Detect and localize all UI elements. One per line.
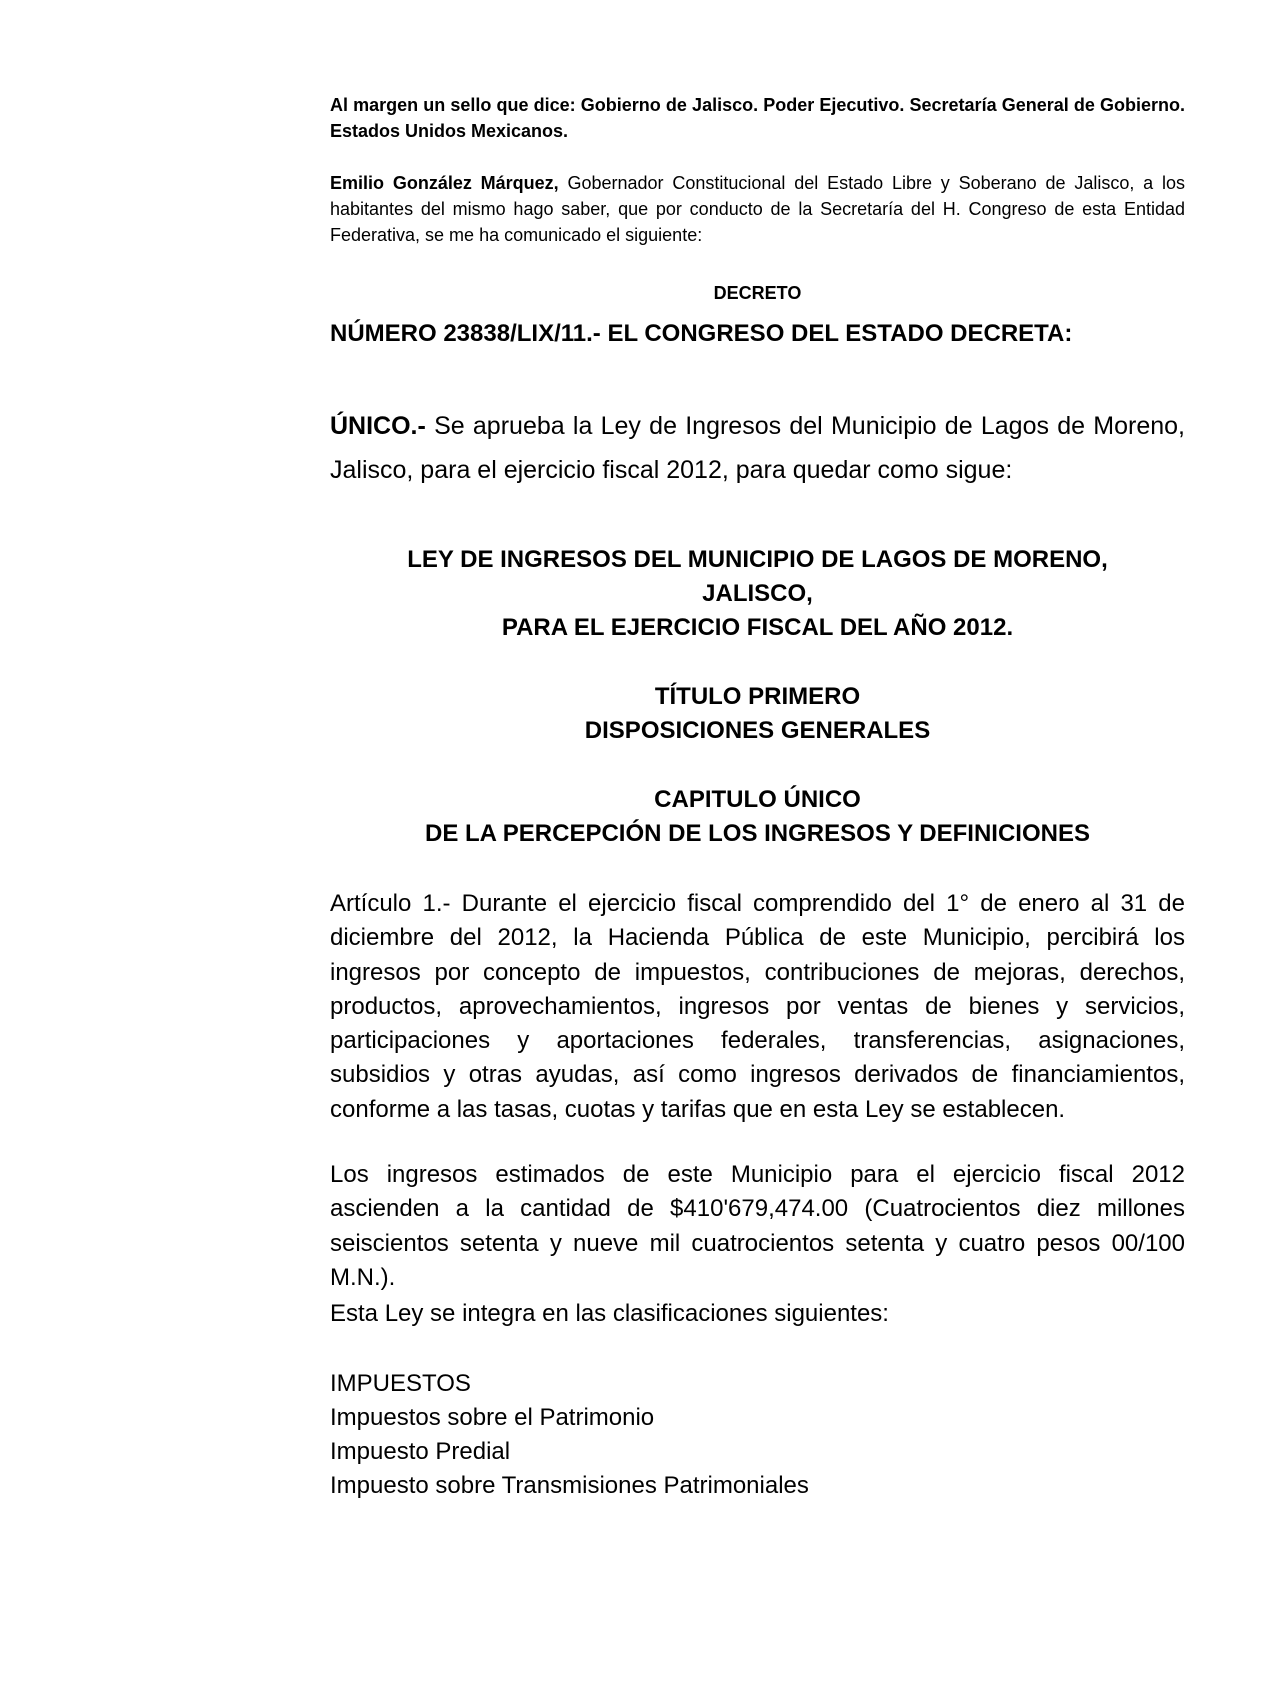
title-heading-line-1: TÍTULO PRIMERO: [654, 683, 861, 710]
law-title: [330, 543, 1185, 645]
estimated-income-paragraph: Los ingresos estimados de este Municipio para el ejercicio fiscal 2012 ascienden a la cantidad de $410'679,474.00 (Cuatrocientos diez millones seiscientos setenta y nueve mil cuatrocientos setenta y cuatro pesos 00/100 M.N.).: [330, 1161, 1185, 1291]
unico-paragraph: [330, 404, 1185, 492]
decreto-number: NÚMERO 23838/LIX/11.- EL CONGRESO DEL ESTADO DECRETA:: [330, 320, 1073, 347]
governor-name: Emilio González Márquez,: [330, 173, 559, 193]
unico-text: Se aprueba la Ley de Ingresos del Municipio de Lagos de Moreno, Jalisco, para el ejercicio fiscal 2012, para quedar como sigue:: [330, 412, 1185, 484]
unico-label: ÚNICO.-: [330, 412, 426, 440]
governor-intro: [330, 170, 1185, 248]
classification-item: Impuesto sobre Transmisiones Patrimoniales: [330, 1472, 809, 1499]
law-title-line-1: LEY DE INGRESOS DEL MUNICIPIO DE LAGOS DE MORENO,: [407, 546, 1108, 573]
law-title-line-3: PARA EL EJERCICIO FISCAL DEL AÑO 2012.: [501, 614, 1014, 641]
chapter-heading-line-2: DE LA PERCEPCIÓN DE LOS INGRESOS Y DEFINICIONES: [424, 820, 1090, 847]
classification-item: Impuesto Predial: [330, 1438, 511, 1465]
classification-list: [330, 1367, 1185, 1503]
title-heading: [330, 680, 1185, 748]
classification-item: Impuestos sobre el Patrimonio: [330, 1404, 655, 1431]
governor-intro-text: Gobernador Constitucional del Estado Libre y Soberano de Jalisco, a los habitantes del mismo hago saber, que por conducto de la Secretaría del H. Congreso de esta Entidad Federativa, se me ha comunicado el siguiente:: [330, 173, 1185, 245]
seal-note: Al margen un sello que dice: Gobierno de Jalisco. Poder Ejecutivo. Secretaría General de Gobierno. Estados Unidos Mexicanos.: [330, 95, 1185, 141]
chapter-heading-line-1: CAPITULO ÚNICO: [654, 786, 861, 813]
chapter-heading: [330, 783, 1185, 851]
classification-item: IMPUESTOS: [330, 1370, 471, 1397]
title-heading-line-2: DISPOSICIONES GENERALES: [584, 717, 931, 744]
article-1-paragraph: Artículo 1.- Durante el ejercicio fiscal comprendido del 1° de enero al 31 de diciembre del 2012, la Hacienda Pública de este Municipio, percibirá los ingresos por concepto de impuestos, contribuciones de mejoras, derechos, productos, aprovechamientos, ingresos por ventas de bienes y servicios, participaciones y aportaciones federales, transferencias, asignaciones, subsidios y otras ayudas, así como ingresos derivados de financiamientos, conforme a las tasas, cuotas y tarifas que en esta Ley se establecen.: [330, 890, 1185, 1123]
classification-intro: Esta Ley se integra en las clasificaciones siguientes:: [330, 1300, 889, 1327]
decreto-label: DECRETO: [713, 283, 802, 303]
document-page: [330, 0, 1185, 1705]
law-title-line-2: JALISCO,: [702, 580, 813, 607]
